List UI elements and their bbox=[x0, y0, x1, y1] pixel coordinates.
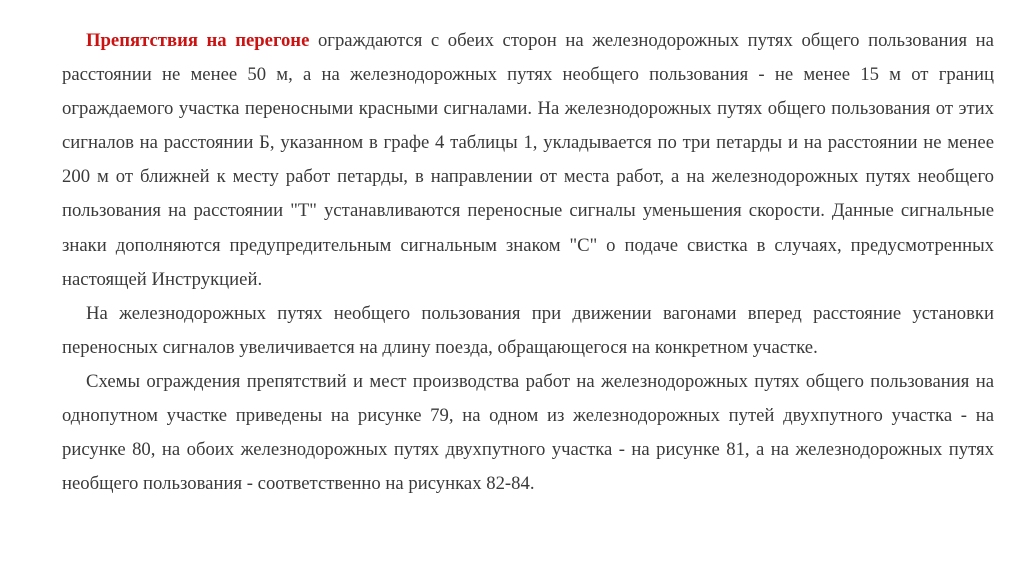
lead-term: Препятствия на перегоне bbox=[86, 30, 310, 51]
document-body bbox=[62, 24, 994, 501]
paragraph-2-text: На железнодорожных путях необщего пользования при движении вагонами вперед расстояние установки переносных сигналов увеличивается на длину поезда, обращающегося на конкретном участке. bbox=[62, 302, 994, 358]
paragraph-2 bbox=[62, 297, 994, 365]
paragraph-3-text: Схемы ограждения препятствий и мест производства работ на железнодорожных путях общего пользования на однопутном участке приведены на рисунке 79, на одном из железнодорожных путей двухпутного участка - на рисунке 80, на обоих железнодорожных путях двухпутного участка - на рисунке 81, а на железнодорожных путях необщего пользования - соответственно на рисунках 82-84. bbox=[62, 370, 994, 495]
paragraph-3 bbox=[62, 365, 994, 501]
paragraph-1 bbox=[62, 24, 994, 297]
paragraph-1-text: ограждаются с обеих сторон на железнодорожных путях общего пользования на расстоянии не менее 50 м, а на железнодорожных путях необщего пользования - не менее 15 м от границ ограждаемого участка переносными красными сигналами. На железнодорожных путях общего пользования от этих сигналов на расстоянии Б, указанном в графе 4 таблицы 1, укладывается по три петарды и на расстоянии не менее 200 м от ближней к месту работ петарды, в направлении от места работ, а на железнодорожных путях необщего пользования на расстоянии "Т" устанавливаются переносные сигналы уменьшения скорости. Данные сигнальные знаки дополняются предупредительным сигнальным знаком "С" о подаче свистка в случаях, предусмотренных настоящей Инструкцией. bbox=[62, 30, 994, 290]
